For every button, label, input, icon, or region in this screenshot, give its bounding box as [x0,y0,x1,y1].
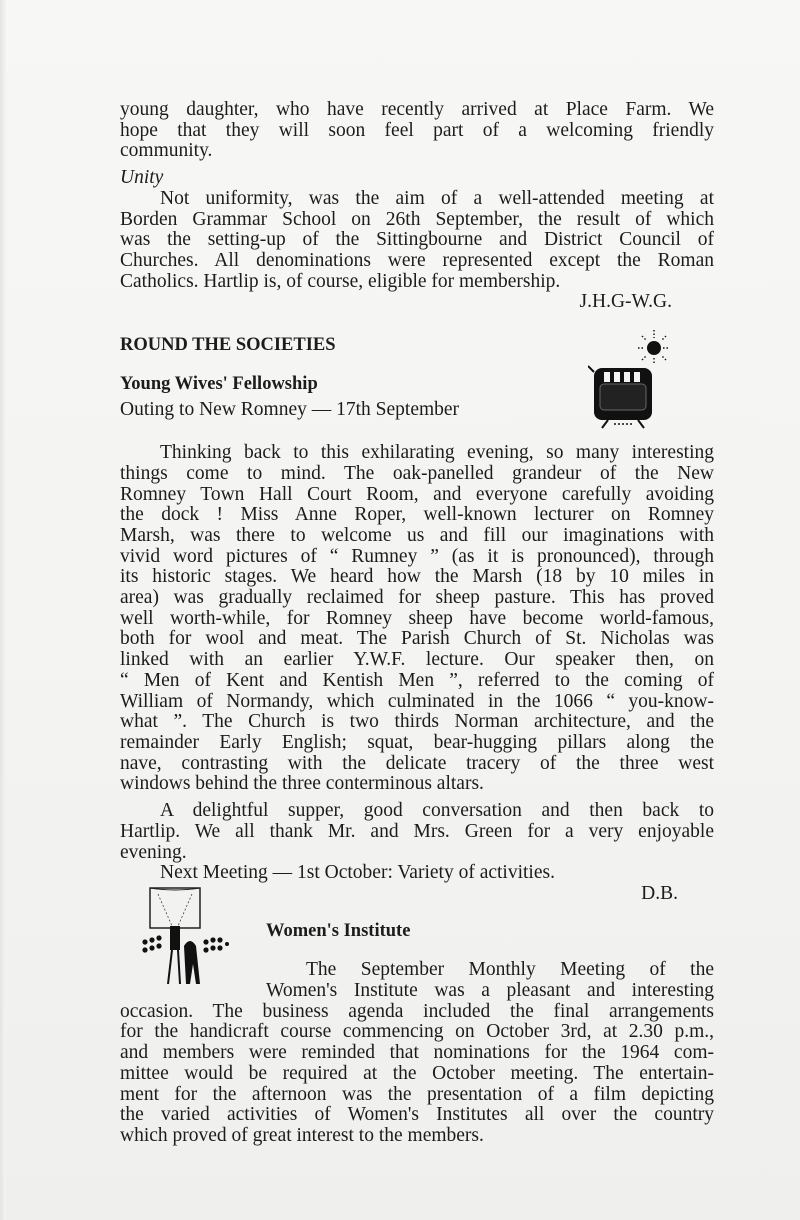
wi-line: which proved of great interest to the members. [120,1124,484,1146]
intro-line: hope that they will soon feel part of a welcoming friendly [120,119,714,141]
wi-heading: Women's Institute [266,920,411,941]
ywf-line: both for wool and meat. The Parish Church of St. Nicholas was [120,628,714,650]
ywf-line: vivid word pictures of “ Rumney ” (as it is pronounced), through [120,545,714,567]
intro-line: community. [120,140,213,162]
ywf-line: things come to mind. The oak-panelled grandeur of the New [120,462,714,484]
ywf-subheading: Outing to New Romney — 17th September [120,399,460,421]
television-icon [588,362,660,434]
ywf-line: nave, contrasting with the delicate tracery of the three west [120,752,714,774]
ywf-next-meeting: Next Meeting — 1st October: Variety of activities. [160,862,555,884]
ywf-line: the dock ! Miss Anne Roper, well-known lecturer on Romney [120,504,714,526]
ywf-line: Thinking back to this exhilarating evening, so many interesting [160,442,714,464]
ywf-line: area) was gradually reclaimed for sheep pasture. This has proved [120,587,714,609]
unity-line: was the setting-up of the Sittingbourne and District Council of [120,229,714,251]
ywf-line: remainder Early English; squat, bear-hugging pillars along the [120,731,714,753]
unity-line: Churches. All denominations were represented except the Roman [120,249,714,271]
societies-heading: ROUND THE SOCIETIES [120,335,336,356]
ywf-line: Marsh, was there to welcome us and fill our imaginations with [120,524,714,546]
intro-line: young daughter, who have recently arrived at Place Farm. We [120,99,714,120]
unity-line: Borden Grammar School on 26th September, the result of which [120,208,714,230]
wi-line: the varied activities of Women's Institutes all over the country [120,1104,714,1126]
unity-title: Unity [120,167,164,189]
ywf-line: its historic stages. We heard how the Marsh (18 by 10 miles in [120,566,714,588]
ywf-line: A delightful supper, good conversation and then back to [160,800,714,822]
wi-line: mittee would be required at the October meeting. The entertain- [120,1062,714,1084]
unity-line: Not uniformity, was the aim of a well-attended meeting at [160,187,714,209]
wi-line: Women's Institute was a pleasant and interesting [266,980,714,1002]
ywf-line: William of Normandy, which culminated in the 1066 “ you-know- [120,690,714,712]
wi-line: and members were reminded that nominations for the 1964 com- [120,1042,714,1064]
main-column [120,100,714,1147]
ywf-line: linked with an earlier Y.W.F. lecture. Our speaker then, on [120,649,714,671]
ywf-line: Hartlip. We all thank Mr. and Mrs. Green for a very enjoyable [120,820,714,842]
ywf-signature: D.B. [641,882,678,904]
wi-line: ment for the afternoon was the presentation of a film depicting [120,1083,714,1105]
sun-icon [632,326,676,366]
ywf-line: windows behind the three conterminous altars. [120,773,484,795]
page-edge [0,0,6,1220]
film-projection-icon [140,886,240,986]
unity-signature: J.H.G-W.G. [579,291,672,313]
ywf-line: what ”. The Church is two thirds Norman architecture, and the [120,711,714,733]
ywf-line: Romney Town Hall Court Room, and everyone carefully avoiding [120,483,714,505]
ywf-line: well worth-while, for Romney sheep have become world-famous, [120,607,714,629]
ywf-heading: Young Wives' Fellowship [120,373,318,394]
wi-line: The September Monthly Meeting of the [306,959,714,981]
ywf-line: evening. [120,841,187,863]
wi-line: occasion. The business agenda included the final arrangements [120,1000,714,1022]
wi-line: for the handicraft course commencing on October 3rd, at 2.30 p.m., [120,1021,714,1043]
unity-line: Catholics. Hartlip is, of course, eligible for membership. [120,270,561,292]
ywf-line: “ Men of Kent and Kentish Men ”, referred to the coming of [120,669,714,691]
